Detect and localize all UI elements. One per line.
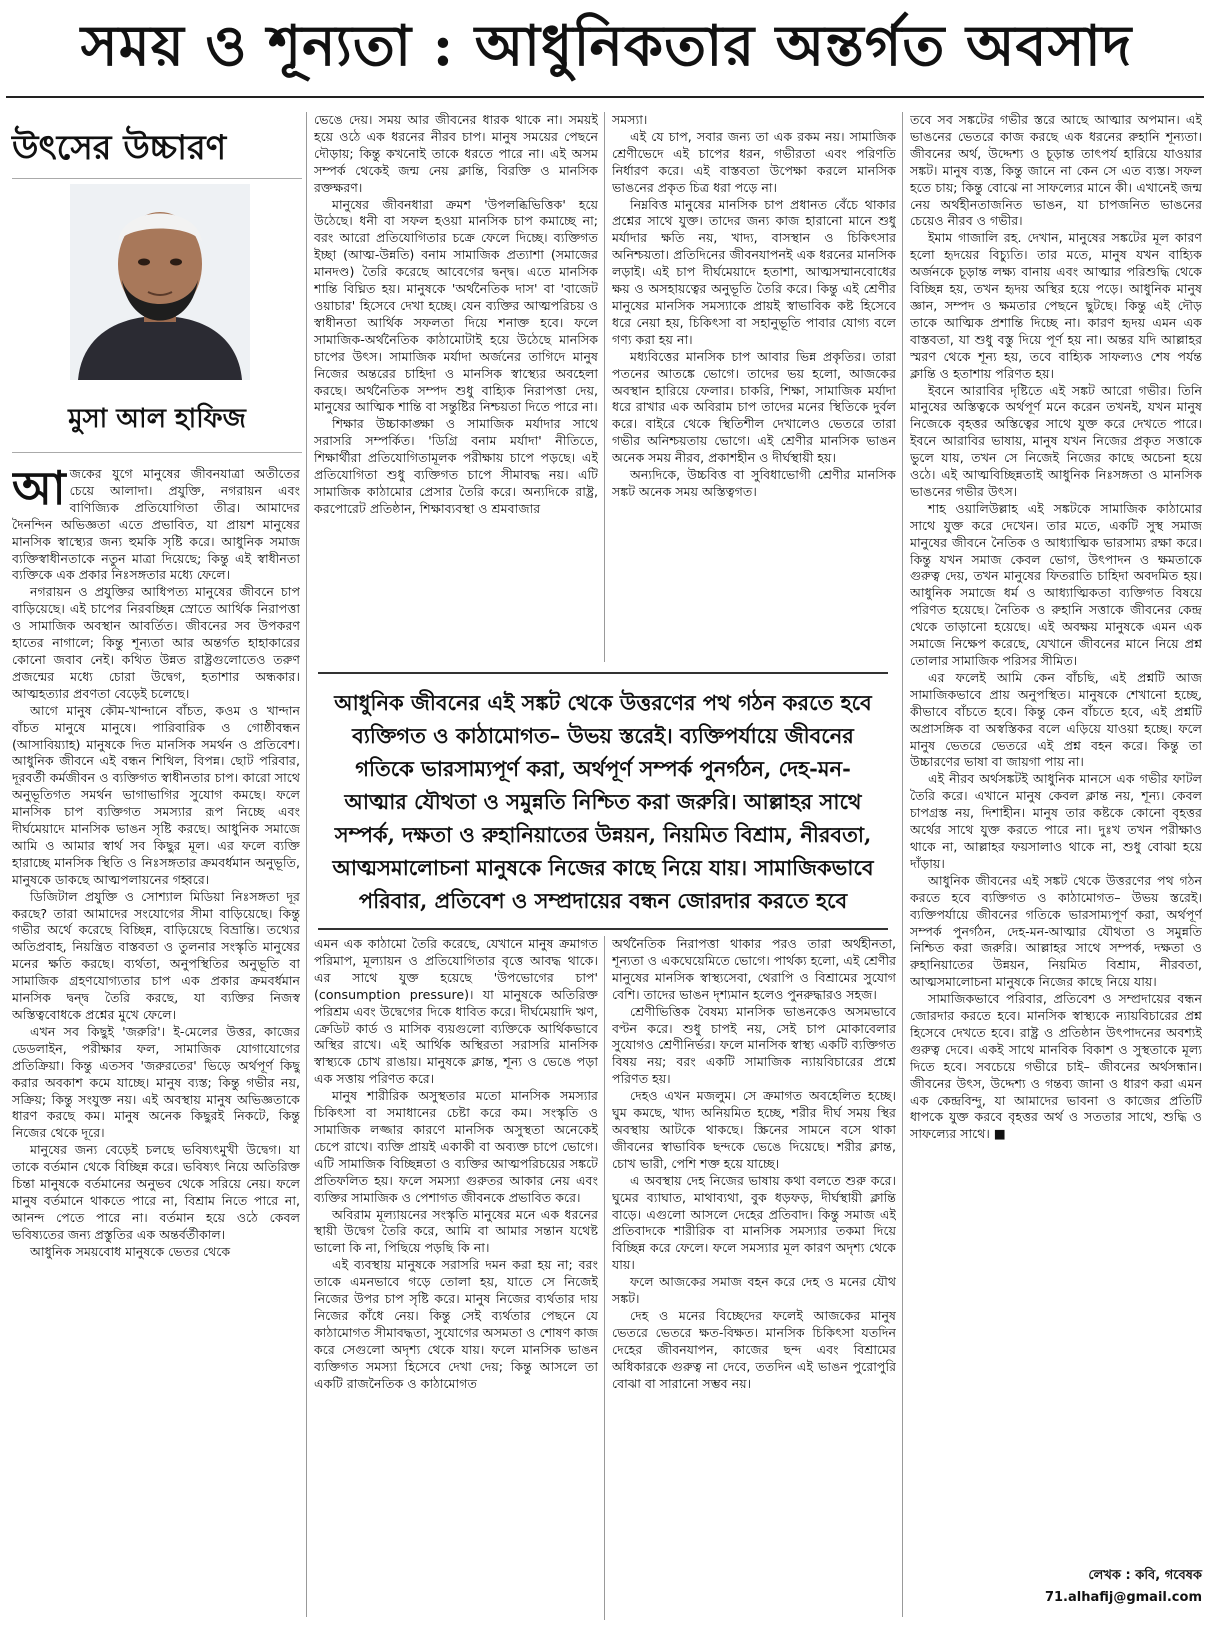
col1-paragraph-3: আগে মানুষ কৌম-খান্দানে বাঁচত, কওম ও খান্দান বাঁচত মানুষে মানুষে। পারিবারিক ও গোষ্ঠীবন্ধন (আসাবিয়্যাহ) মানুষকে দিত মানসিক সমর্থন ও প্রতিবেশ। আধুনিক জীবনে এই বন্ধন শিথিল, বিপন্ন। ছোট পরিবার, দূরবর্তী কর্মজীবন ও ব্যক্তিগত স্বাধীনতার চাপ। কারো সাথে অনুভূতিগত সমর্থন ভাগাভাগির সুযোগ কমছে। ফলে মানসিক চাপ ব্যক্তিগত সমস্যার রূপ নিচ্ছে এবং দীর্ঘমেয়াদে মানসিক ভাঙন সৃষ্টি করছে। আধুনিক সমাজে আমি ও আমার স্বার্থ সব কিছুর মূল। এর ফলে ব্যক্তি হারাচ্ছে মানসিক স্থিতি ও নিঃসঙ্গতার ক্রমবর্ধমান অনুভূতি, মানুষকে ডাকছে আত্মপলায়নের গহ্বরে। xyxy=(12,702,300,887)
col4-paragraph-7: আধুনিক জীবনের এই সঙ্কট থেকে উত্তরণের পথ গঠন করতে হবে ব্যক্তিগত ও কাঠামোগত– উভয় স্তরেই। ব্যক্তিপর্যায়ে জীবনের গতিকে ভারসাম্যপূর্ণ করা, অর্থপূর্ণ সম্পর্ক পুনর্গঠন, দেহ-মন-আত্মার যৌথতা ও সমুন্নতি নিশ্চিত করা জরুরি। আল্লাহর সাথে সম্পর্ক, দক্ষতা ও রুহানিয়াতের উন্নয়ন, নিয়মিত বিশ্রাম, নীরবতা, আত্মসমালোচনা মানুষকে নিজের কাছে নিয়ে যায়। xyxy=(910,872,1202,990)
col1-paragraph-4: ডিজিটাল প্রযুক্তি ও সোশ্যাল মিডিয়া নিঃসঙ্গতা দূর করছে? তারা আমাদের সংযোগের সীমা বাড়িয়েছে। কিন্তু গভীর অর্থে করেছে বিচ্ছিন্ন, বাড়িয়েছে বিভ্রান্তি। তথ্যের অতিপ্রবাহ, নিয়ন্ত্রিত বাস্তবতা ও তুলনার সংস্কৃতি মানুষের মনের ক্ষতি করছে। ব্যর্থতা, অনুপস্থিতির অনুভূতি বা সামাজিক গ্রহণযোগ্যতার চাপ এক প্রকার ক্রমবর্ধমান মানসিক দ্বন্দ্ব তৈরি করছে, যা ব্যক্তির নিজস্ব অস্তিত্ববোধকে প্রশ্নের মুখে ফেলে। xyxy=(12,888,300,1022)
column-divider-3 xyxy=(902,112,903,1617)
col2-bottom-paragraph-3: অবিরাম মূল্যায়নের সংস্কৃতি মানুষের মনে এক ধরনের স্থায়ী উদ্বেগ তৈরি করে, আমি বা আমার সন্তান যথেষ্ট ভালো কি না, পিছিয়ে পড়ছি কি না। xyxy=(314,1206,598,1256)
section-title: উৎসের উচ্চারণ xyxy=(12,128,227,168)
author-note: লেখক : কবি, গবেষক xyxy=(1088,1568,1202,1583)
col4-paragraph-1: তবে সব সঙ্কটের গভীর স্তরে আছে আত্মার অপমান। এই ভাঙনের ভেতরে কাজ করছে এক ধরনের রুহানি শূন্যতা। জীবনের অর্থ, উদ্দেশ্য ও চূড়ান্ত তাৎপর্য হারিয়ে যাওয়ার সঙ্কট। মানুষ ব্যস্ত, কিন্তু জানে না কেন সে এত ব্যস্ত। সফল হতে চায়; কিন্তু বোঝে না সাফল্যের মানে কী। এখানেই জন্ম নেয় অর্থহীনতাজনিত ভাঙন, যা চাপজনিত ভাঙনের চেয়েও নীরব ও গভীর। xyxy=(910,112,1202,229)
col2-top-paragraph-1: ভেঙে দেয়। সময় আর জীবনের ধারক থাকে না। সময়ই হয়ে ওঠে এক ধরনের নীরব চাপ। মানুষ সময়ের পেছনে দৌড়ায়; কিন্তু কখনোই তাকে ধরতে পারে না। এই অসম সম্পর্ক থেকেই জন্ম নেয় ক্লান্তি, বিরক্তি ও মানসিক রক্তক্ষরণ। xyxy=(314,112,598,195)
col2-top-paragraph-2: মানুষের জীবনধারা ক্রমশ 'উপলব্ধিভিত্তিক' হয়ে উঠেছে। ধনী বা সফল হওয়া মানসিক চাপ কমাচ্ছে না; বরং আরো প্রতিযোগিতার চক্রে ফেলে দিচ্ছে। ব্যক্তিগত ইচ্ছা (আত্ম-উন্নতি) বনাম সামাজিক প্রত্যাশা (সমাজের মানদণ্ড) তৈরি করেছে আবেগের দ্বন্দ্ব। এতে মানসিক শান্তি বিঘ্নিত হয়। মানুষকে 'অর্থনৈতিক দাস' বা 'বাজেট ওয়াচার' হিসেবে দেখা হচ্ছে। যেন ব্যক্তির আত্মপরিচয় ও স্বাধীনতা আর্থিক সফলতা দিয়ে শনাক্ত হবে। ফলে সামাজিক-অর্থনৈতিক কাঠামোটাই হয়ে উঠেছে মানসিক চাপের উৎস। সামাজিক মর্যাদা অর্জনের তাগিদে মানুষ নিজের অন্তরের চাহিদা ও মানসিক স্বাস্থ্যের অবহেলা করছে। অর্থনৈতিক সম্পদ শুধু বাহ্যিক নিরাপত্তা দেয়, মানুষের আত্মিক শান্তি বা সন্তুষ্টির নিশ্চয়তা দিতে পারে না। xyxy=(314,196,598,415)
col3-top-paragraph-3: নিম্নবিত্ত মানুষের মানসিক চাপ প্রধানত বেঁচে থাকার প্রশ্নের সাথে যুক্ত। তাদের জন্য কাজ হারানো মানে শুধু মর্যাদার ক্ষতি নয়, খাদ্য, বাসস্থান ও চিকিৎসার অনিশ্চয়তা। প্রতিদিনের জীবনযাপনই এক ধরনের মানসিক লড়াই। এই চাপ দীর্ঘমেয়াদে হতাশা, আত্মসম্মানবোধের ক্ষয় ও অসহায়ত্বের অনুভূতি তৈরি করে। কিন্তু এই শ্রেণীর মানুষের মানসিক সমস্যাকে প্রায়ই স্বাভাবিক কষ্ট হিসেবে ধরে নেয়া হয়, চিকিৎসা বা সহানুভূতি পাবার যোগ্য বলে গণ্য করা হয় না। xyxy=(612,196,896,347)
col1-paragraph-6: মানুষের জন্য বেড়েই চলছে ভবিষ্যৎমুখী উদ্বেগ। যা তাকে বর্তমান থেকে বিচ্ছিন্ন করে। ভবিষ্যৎ নিয়ে অতিরিক্ত চিন্তা মানুষকে বর্তমানের অনুভব থেকে সরিয়ে নেয়। ফলে মানুষ বর্তমানে থাকতে পারে না, বিশ্রাম নিতে পারে না, আনন্দ পেতে পারে না। বর্তমান হয়ে ওঠে কেবল ভবিষ্যতের জন্য প্রস্তুতির এক অন্তর্বর্তীকাল। xyxy=(12,1142,300,1242)
col3-bottom-paragraph-6: দেহ ও মনের বিচ্ছেদের ফলেই আজকের মানুষ ভেতরে ভেতরে ক্ষত-বিক্ষত। মানসিক চিকিৎসা যতদিন দেহের জীবনযাপন, কাজের ছন্দ এবং বিশ্রামের অধিকারকে গুরুত্ব না দেবে, ততদিন এই ভাঙন পুরোপুরি বোঝা বা সারানো সম্ভব নয়। xyxy=(612,1307,896,1391)
column-1 xyxy=(12,466,300,1620)
col3-bottom-paragraph-3: দেহও এখন মজলুম। সে ক্রমাগত অবহেলিত হচ্ছে। ঘুম কমছে, খাদ্য অনিয়মিত হচ্ছে, শরীর দীর্ঘ সময় স্থির অবস্থায় আটকে থাকছে। স্ক্রিনের সামনে বসে থাকা জীবনের স্বাভাবিক ছন্দকে ভেঙে দিয়েছে। শরীর ক্লান্ত, চোখ ভারী, পেশি শক্ত হয়ে যাচ্ছে। xyxy=(612,1088,896,1171)
col3-bottom-paragraph-2: শ্রেণীভিত্তিক বৈষম্য মানসিক ভাঙনকেও অসমভাবে বণ্টন করে। শুধু চাপই নয়, সেই চাপ মোকাবেলার সুযোগও শ্রেণীনির্ভর। ফলে মানসিক স্বাস্থ্য একটি ব্যক্তিগত বিষয় নয়; বরং একটি সামাজিক ন্যায়বিচারের প্রশ্নে পরিণত হয়। xyxy=(612,1003,896,1087)
col2-bottom-paragraph-4: এই ব্যবস্থায় মানুষকে সরাসরি দমন করা হয় না; বরং তাকে এমনভাবে গড়ে তোলা হয়, যাতে সে নিজেই নিজের উপর চাপ সৃষ্টি করে। মানুষ নিজের ব্যর্থতার দায় নিজের কাঁধে নেয়। কিন্তু সেই ব্যর্থতার পেছনে যে কাঠামোগত সীমাবদ্ধতা, সুযোগের অসমতা ও শোষণ কাজ করে সেগুলো অদৃশ্য থেকে যায়। ফলে মানসিক ভাঙন ব্যক্তিগত সমস্যা হিসেবে দেখা দেয়; কিন্তু আসলে তা একটি রাজনৈতিক ও কাঠামোগত xyxy=(314,1257,598,1391)
column-3-top xyxy=(612,112,896,662)
col2-top-paragraph-3: শিক্ষার উচ্চাকাঙ্ক্ষা ও সামাজিক মর্যাদার সাথে সরাসরি সম্পর্কিত। 'ডিগ্রি বনাম মর্যাদা' নীতিতে, শিক্ষার্থীরা প্রতিযোগিতামূলক পরীক্ষায় চাপে পড়ছে। এই প্রতিযোগিতা শুধু ব্যক্তিগত চাপে সীমাবদ্ধ নয়। এটি সামাজিক কাঠামোর প্রেসার তৈরি করে। অন্যদিকে রাষ্ট্র, করপোরেট প্রতিষ্ঠান, শিক্ষাব্যবস্থা ও শ্রমবাজার xyxy=(314,416,598,516)
col1-paragraph-1: আজকের যুগে মানুষের জীবনযাত্রা অতীতের চেয়ে আলাদা। প্রযুক্তি, নগরায়ন এবং বাণিজ্যিক প্রতিযোগিতা তীব্র। আমাদের দৈনন্দিন অভিজ্ঞতা এতে প্রভাবিত, যা প্রায়শ মানুষের মানসিক স্বাস্থ্যের জন্য হুমকি সৃষ্টি করে। আধুনিক সমাজ ব্যক্তিস্বাধীনতাকে নতুন মাত্রা দিয়েছে; কিন্তু এই স্বাধীনতা ব্যক্তিকে এক প্রকার নিঃসঙ্গতার মধ্যে ফেলে। xyxy=(12,466,300,583)
column-divider-1 xyxy=(306,112,307,1617)
col2-bottom-paragraph-2: মানুষ শারীরিক অসুস্থতার মতো মানসিক সমস্যার চিকিৎসা বা সমাধানের চেষ্টা করে কম। সংস্কৃতি ও সামাজিক লজ্জার কারণে মানসিক অসুস্থতা অনেকেই চেপে রাখে। ব্যক্তি প্রায়ই একাকী বা অব্যক্ত চাপে ভোগে। এটি সামাজিক বিচ্ছিন্নতা ও ব্যক্তির আত্মপরিচয়ের সঙ্কটে প্রতিফলিত হয়। ফলে সমস্যা গুরুতর আকার নেয় এবং ব্যক্তির সামাজিক ও পেশাগত জীবনকে প্রভাবিত করে। xyxy=(314,1088,598,1205)
column-4 xyxy=(910,112,1202,1562)
author-signoff xyxy=(920,1565,1202,1609)
col3-bottom-paragraph-1: অর্থনৈতিক নিরাপত্তা থাকার পরও তারা অর্থহীনতা, শূন্যতা ও একঘেয়েমিতে ভোগে। পার্থক্য হলো, এই শ্রেণীর মানুষের মানসিক স্বাস্থ্যসেবা, থেরাপি ও বিশ্রামের সুযোগ বেশি। তাদের ভাঙন দৃশ্যমান হলেও পুনরুদ্ধারও সহজ। xyxy=(612,936,896,1002)
col4-paragraph-8: সামাজিকভাবে পরিবার, প্রতিবেশ ও সম্প্রদায়ের বন্ধন জোরদার করতে হবে। মানসিক স্বাস্থ্যকে ন্যায়বিচারের প্রশ্ন হিসেবে দেখতে হবে। রাষ্ট্র ও প্রতিষ্ঠান উৎপাদনের অবশ্যই গুরুত্ব দেবে। একই সাথে মানবিক বিকাশ ও সুস্থতাকে মূল্য দিতে হবে। সবচেয়ে গভীরে চাই– জীবনের অর্থসন্ধান। জীবনের উৎস, উদ্দেশ্য ও গন্তব্য জানা ও ধারণ করা এমন এক কেন্দ্রবিন্দু, যা আমাদের ভাবনা ও কাজের প্রতিটি ধাপকে যুক্ত করবে বৃহত্তর অর্থ ও সততার সাথে, শুদ্ধি ও সাফল্যের সাথে। ■ xyxy=(910,991,1202,1142)
pull-quote-box xyxy=(318,672,888,930)
column-2-top xyxy=(314,112,598,662)
col3-bottom-paragraph-5: ফলে আজকের সমাজ বহন করে দেহ ও মনের যৌথ সঙ্কট। xyxy=(612,1274,896,1307)
author-email: 71.alhafij@gmail.com xyxy=(1044,1590,1202,1605)
col2-bottom-paragraph-1: এমন এক কাঠামো তৈরি করেছে, যেখানে মানুষ ক্রমাগত পরিমাপ, মূল্যায়ন ও প্রতিযোগিতার বৃত্তে আবদ্ধ থাকে। এর সাথে যুক্ত হয়েছে 'উপভোগের চাপ' (consumption pressure)। যা মানুষকে অতিরিক্ত পরিশ্রম এবং উদ্বেগের দিকে ধাবিত করে। দীর্ঘমেয়াদি ঋণ, ক্রেডিট কার্ড ও মাসিক ব্যয়গুলো ব্যক্তিকে আর্থিকভাবে অস্থির রাখে। এই আর্থিক অস্থিরতা সরাসরি মানসিক স্বাস্থ্যকে চোখ রাঙায়। মানুষকে ক্লান্ত, শূন্য ও ভেঙে পড়া এক সত্তায় পরিণত করে। xyxy=(314,936,598,1087)
author-portrait-icon xyxy=(70,184,250,380)
top-rule xyxy=(6,96,1204,98)
author-byline: মুসা আল হাফিজ xyxy=(68,404,246,434)
col3-top-paragraph-1: সমস্যা। xyxy=(612,112,648,127)
col1-paragraph-2: নগরায়ন ও প্রযুক্তির আধিপত্য মানুষের জীবনে চাপ বাড়িয়েছে। এই চাপের নিরবচ্ছিন্ন স্রোতে আর্থিক নিরাপত্তা ও সামাজিক অবস্থান আবর্তিত। জীবনের সব উপকরণ হাতের নাগালে; কিন্তু শূন্যতা আর অন্তর্গত হাহাকারের কোনো জবাব নেই। কথিত উন্নত রাষ্ট্রগুলোতেও তরুণ প্রজন্মের মধ্যে চোরা উদ্বেগ, হতাশার অন্ধকার। আত্মহত্যার প্রবণতা বেড়েই চলেছে। xyxy=(12,584,300,701)
col3-top-paragraph-4: মধ্যবিত্তের মানসিক চাপ আবার ভিন্ন প্রকৃতির। তারা পতনের আতঙ্কে ভোগে। তাদের ভয় হলো, আজকের অবস্থান হারিয়ে ফেলার। চাকরি, শিক্ষা, সামাজিক মর্যাদা ধরে রাখার এক অবিরাম চাপ তাদের মনের স্থিতিকে দুর্বল করে। বাইরে থেকে স্থিতিশীল দেখালেও ভেতরে তারা গভীর অনিশ্চয়তায় ভোগে। এই শ্রেণীর মানসিক ভাঙন অনেক সময় নীরব, প্রকাশহীন ও দীর্ঘস্থায়ী হয়। xyxy=(612,348,896,466)
byline-divider xyxy=(12,452,302,453)
column-3-bottom xyxy=(612,936,896,1620)
col1-paragraph-7: আধুনিক সময়বোধ মানুষকে ভেতর থেকে xyxy=(30,1243,231,1259)
section-title-divider xyxy=(12,178,302,179)
column-divider-2-bottom xyxy=(604,936,605,1620)
column-divider-2-top xyxy=(604,112,605,662)
col1-paragraph-5: এখন সব কিছুই 'জরুরি'। ই-মেলের উত্তর, কাজের ডেডলাইন, পরীক্ষার ফল, সামাজিক যোগাযোগের প্রতিক্রিয়া। কিন্তু এতসব 'জরুরতের' ভিড়ে অর্থপূর্ণ কিছু করার অবকাশ কমে যাচ্ছে। মানুষ ব্যস্ত; কিন্তু গভীর নয়, সক্রিয়; কিন্তু সংযুক্ত নয়। এই অবস্থায় মানুষ অভিজ্ঞতাকে ধারণ করছে কম। মানুষ অনেক কিছুরই নিকটে, কিন্তু নিজের থেকে দূরে। xyxy=(12,1023,300,1141)
col4-paragraph-4: শাহ ওয়ালিউল্লাহ এই সঙ্কটকে সামাজিক কাঠামোর সাথে যুক্ত করে দেখেন। তার মতে, একটি সুস্থ সমাজ মানুষের জীবনে নৈতিক ও আধ্যাত্মিক ভারসাম্য রক্ষা করে। কিন্তু যখন সমাজ কেবল ভোগ, উৎপাদন ও ক্ষমতাকে গুরুত্ব দেয়, তখন মানুষের ফিতরাতি চাহিদা অবদমিত হয়। আধুনিক সমাজে ধর্ম ও আধ্যাত্মিকতা ব্যক্তিগত বিষয়ে পরিণত হয়েছে। নৈতিক ও রুহানি সত্তাকে জীবনের কেন্দ্র থেকে তাড়ানো হয়েছে। এই অবক্ষয় মানুষকে এমন এক সমাজে নিক্ষেপ করেছে, যেখানে জীবনের মানে নিয়ে প্রশ্ন তোলার সামাজিক পরিসর সীমিত। xyxy=(910,500,1202,668)
col4-paragraph-5: এর ফলেই আমি কেন বাঁচছি, এই প্রশ্নটি আজ সামাজিকভাবে প্রায় অনুপস্থিত। মানুষকে শেখানো হচ্ছে, কীভাবে বাঁচতে হবে। কিন্তু কেন বাঁচতে হবে, এই প্রশ্নটি অপ্রাসঙ্গিক বা অস্বস্তিকর বলে এড়িয়ে যাওয়া হচ্ছে। ফলে মানুষ ভেতরে ভেতরে এই প্রশ্ন বহন করে। কিন্তু তা উচ্চারণের ভাষা বা জায়গা পায় না। xyxy=(910,669,1202,770)
headline: সময় ও শূন্যতা : আধুনিকতার অন্তর্গত অবসাদ xyxy=(80,13,1133,79)
col4-paragraph-2: ইমাম গাজালি রহ. দেখান, মানুষের সঙ্কটের মূল কারণ হলো হৃদয়ের বিচ্যুতি। তার মতে, মানুষ যখন বাহ্যিক অর্জনকে চূড়ান্ত লক্ষ্য বানায় এবং আত্মার পরিশুদ্ধি থেকে বিচ্ছিন্ন হয়, তখন হৃদয় অস্থির হয়ে পড়ে। আধুনিক মানুষ জ্ঞান, সম্পদ ও ক্ষমতার পেছনে ছুটছে। কিন্তু এই দৌড় তাকে আত্মিক প্রশান্তি দিচ্ছে না। কারণ হৃদয় এমন এক বাস্তবতা, যা শুধু বস্তু দিয়ে পূর্ণ হয় না। অন্তর যদি আল্লাহর স্মরণ থেকে শূন্য হয়, তবে বাহ্যিক সাফল্যও শেষ পর্যন্ত ক্লান্তি ও হতাশায় পরিণত হয়। xyxy=(910,230,1202,381)
col3-top-paragraph-2: এই যে চাপ, সবার জন্য তা এক রকম নয়। সামাজিক শ্রেণীভেদে এই চাপের ধরন, গভীরতা এবং পরিণতি নির্ধারণ করে। এই বাস্তবতা উপেক্ষা করলে মানসিক ভাঙনের প্রকৃত চিত্র ধরা পড়ে না। xyxy=(612,128,896,195)
col3-bottom-paragraph-4: এ অবস্থায় দেহ নিজের ভাষায় কথা বলতে শুরু করে। ঘুমের ব্যাঘাত, মাথাব্যথা, বুক ধড়ফড়, দীর্ঘস্থায়ী ক্লান্তি বাড়ে। এগুলো আসলে দেহের প্রতিবাদ। কিন্তু সমাজ এই প্রতিবাদকে শারীরিক বা মানসিক সমস্যার তকমা দিয়ে বিচ্ছিন্ন করে ফেলে। ফলে সমস্যার মূল কারণ অদৃশ্য থেকে যায়। xyxy=(612,1172,896,1273)
author-photo xyxy=(70,184,250,380)
col3-top-paragraph-5: অন্যদিকে, উচ্চবিত্ত বা সুবিধাভোগী শ্রেণীর মানসিক সঙ্কট অনেক সময় অস্তিত্বগত। xyxy=(612,467,896,499)
col4-paragraph-3: ইবনে আরাবির দৃষ্টিতে এই সঙ্কট আরো গভীর। তিনি মানুষের অস্তিত্বকে অর্থপূর্ণ মনে করেন তখনই, যখন মানুষ নিজেকে বৃহত্তর অস্তিত্বের সাথে যুক্ত করে দেখতে পারে। ইবনে আরাবির ভাষায়, মানুষ যখন নিজের প্রকৃত সত্তাকে ভুলে যায়, তখন সে নিজেই নিজের কাছে অচেনা হয়ে ওঠে। এই আত্মবিচ্ছিন্নতাই আধুনিক নিঃসঙ্গতা ও মানসিক ভাঙনের গভীর উৎস। xyxy=(910,382,1202,499)
col4-paragraph-6: এই নীরব অর্থসঙ্কটই আধুনিক মানসে এক গভীর ফাটল তৈরি করে। এখানে মানুষ কেবল ক্লান্ত নয়, শূন্য। কেবল চাপগ্রস্ত নয়, দিশাহীন। মানুষ তার কষ্টকে কোনো বৃহত্তর অর্থের সাথে যুক্ত করতে পারে না। দুঃখ তখন পরীক্ষাও থাকে না, আল্লাহর ফয়সালাও থাকে না, শুধু বোঝা হয়ে দাঁড়ায়। xyxy=(910,771,1202,871)
drop-cap: আ xyxy=(12,466,66,515)
pull-quote-text: আধুনিক জীবনের এই সঙ্কট থেকে উত্তরণের পথ গঠন করতে হবে ব্যক্তিগত ও কাঠামোগত– উভয় স্তরেই। ব্যক্তিপর্যায়ে জীবনের গতিকে ভারসাম্যপূর্ণ করা, অর্থপূর্ণ সম্পর্ক পুনর্গঠন, দেহ-মন-আত্মার যৌথতা ও সমুন্নতি নিশ্চিত করা জরুরি। আল্লাহর সাথে সম্পর্ক, দক্ষতা ও রুহানিয়াতের উন্নয়ন, নিয়মিত বিশ্রাম, নীরবতা, আত্মসমালোচনা মানুষকে নিজের কাছে নিয়ে যায়। সামাজিকভাবে পরিবার, প্রতিবেশ ও সম্প্রদায়ের বন্ধন জোরদার করতে হবে xyxy=(332,690,874,913)
column-2-bottom xyxy=(314,936,598,1620)
